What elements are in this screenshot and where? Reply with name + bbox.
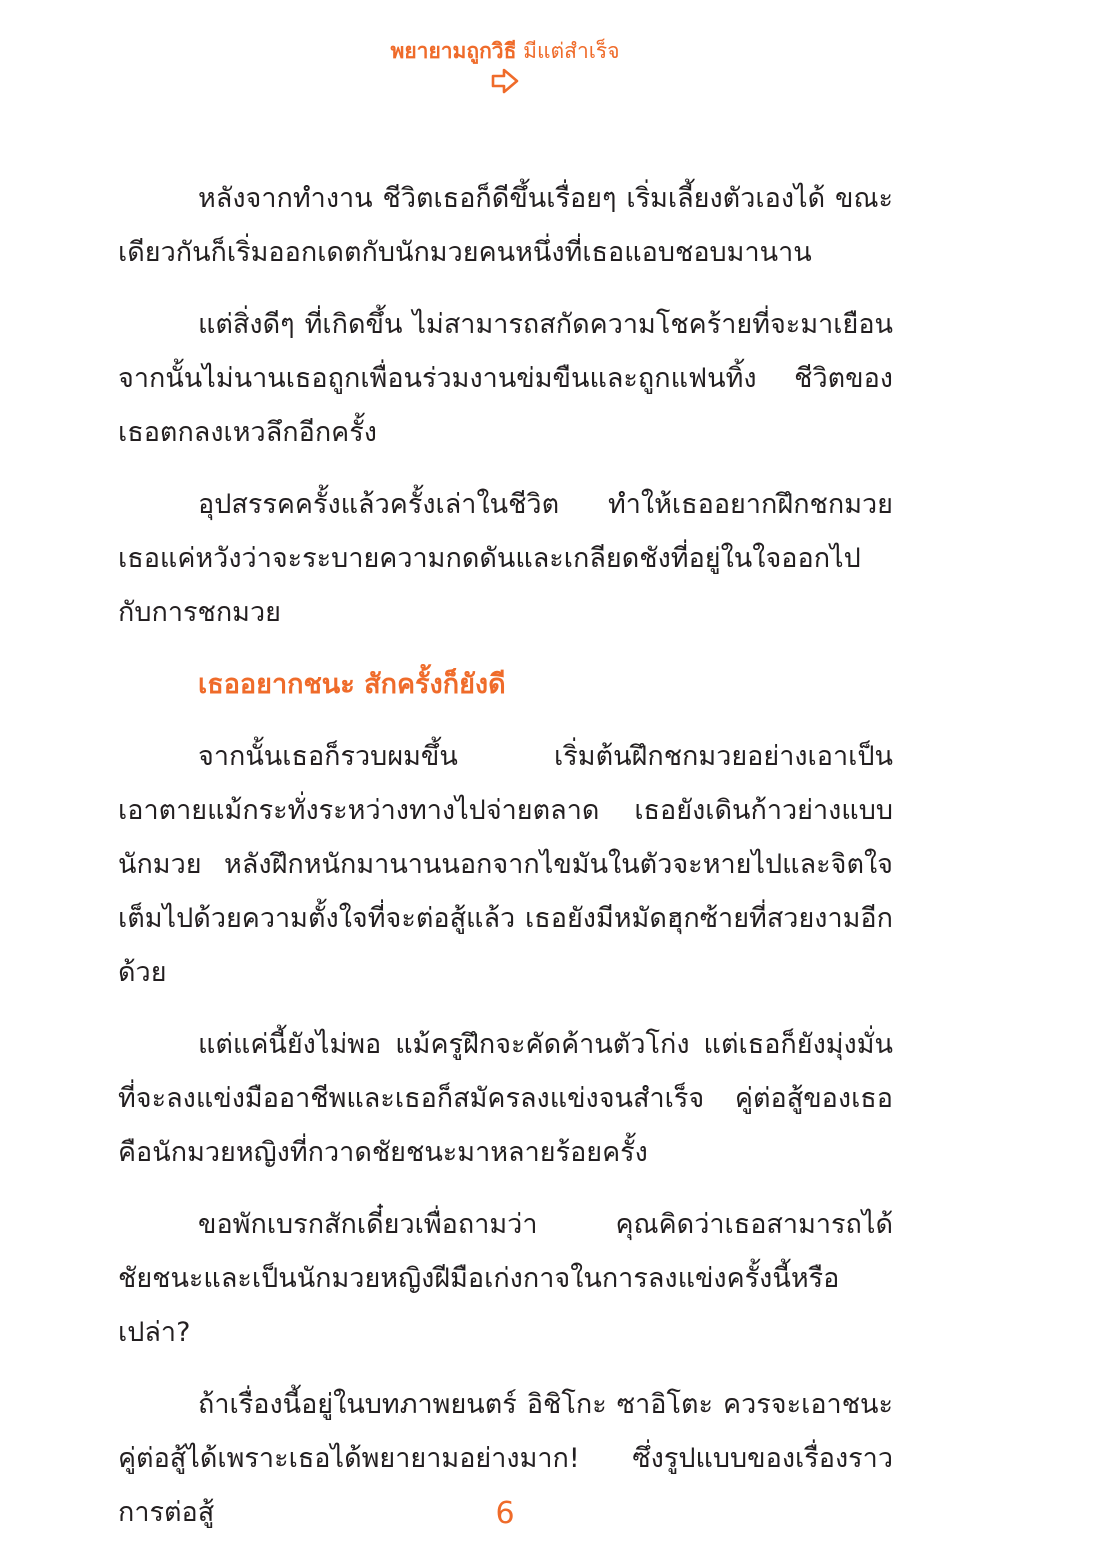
- paragraph: แต่สิ่งดีๆ ที่เกิดขึ้น ไม่สามารถสกัดความโชคร้ายที่จะมาเยือนจากนั้นไม่นานเธอถูกเพื่อนร่วมงานข่มขืนและถูกแฟนทิ้ง ชีวิตของเธอตกลงเหวลึกอีกครั้ง: [118, 309, 893, 448]
- running-header: [0, 36, 1010, 94]
- header-title-regular: มีแต่สำเร็จ: [523, 39, 620, 63]
- header-title-bold: พยายามถูกวิธี: [390, 39, 517, 63]
- header-title: [0, 36, 1010, 66]
- paragraph: อุปสรรคครั้งแล้วครั้งเล่าในชีวิต ทำให้เธออยากฝึกชกมวยเธอแค่หวังว่าจะระบายความกดดันและเกลียดชังที่อยู่ในใจออกไปกับการชกมวย: [118, 489, 893, 628]
- paragraph: ขอพักเบรกสักเดี๋ยวเพื่อถามว่า คุณคิดว่าเธอสามารถได้ชัยชนะและเป็นนักมวยหญิงฝีมือเก่งกาจในการลงแข่งครั้งนี้หรือเปล่า?: [118, 1209, 893, 1348]
- page-number: 6: [495, 1496, 515, 1531]
- paragraph: ถ้าเรื่องนี้อยู่ในบทภาพยนตร์ อิชิโกะ ซาอิโตะ ควรจะเอาชนะคู่ต่อสู้ได้เพราะเธอได้พยายามอย่างมาก! ซึ่งรูปแบบของเรื่องราวการต่อสู้: [118, 1389, 893, 1528]
- paragraph: หลังจากทำงาน ชีวิตเธอก็ดีขึ้นเรื่อยๆ เริ่มเลี้ยงตัวเองได้ ขณะเดียวกันก็เริ่มออกเดตกับนักมวยคนหนึ่งที่เธอแอบชอบมานาน: [118, 183, 893, 268]
- section-heading: เธออยากชนะ สักครั้งก็ยังดี: [198, 669, 506, 700]
- right-arrow-outline-icon: [491, 68, 519, 94]
- paragraph: แต่แค่นี้ยังไม่พอ แม้ครูฝึกจะคัดค้านตัวโก่ง แต่เธอก็ยังมุ่งมั่นที่จะลงแข่งมืออาชีพและเธอก็สมัครลงแข่งจนสำเร็จ คู่ต่อสู้ของเธอคือนักมวยหญิงที่กวาดชัยชนะมาหลายร้อยครั้ง: [118, 1029, 893, 1168]
- paragraph: จากนั้นเธอก็รวบผมขึ้น เริ่มต้นฝึกชกมวยอย่างเอาเป็นเอาตายแม้กระทั่งระหว่างทางไปจ่ายตลาด เธอยังเดินก้าวย่างแบบนักมวย หลังฝึกหนักมานานนอกจากไขมันในตัวจะหายไปและจิตใจเต็มไปด้วยความตั้งใจที่จะต่อสู้แล้ว เธอยังมีหมัดฮุกซ้ายที่สวยงามอีกด้วย: [118, 741, 893, 988]
- page-body: [118, 172, 893, 1558]
